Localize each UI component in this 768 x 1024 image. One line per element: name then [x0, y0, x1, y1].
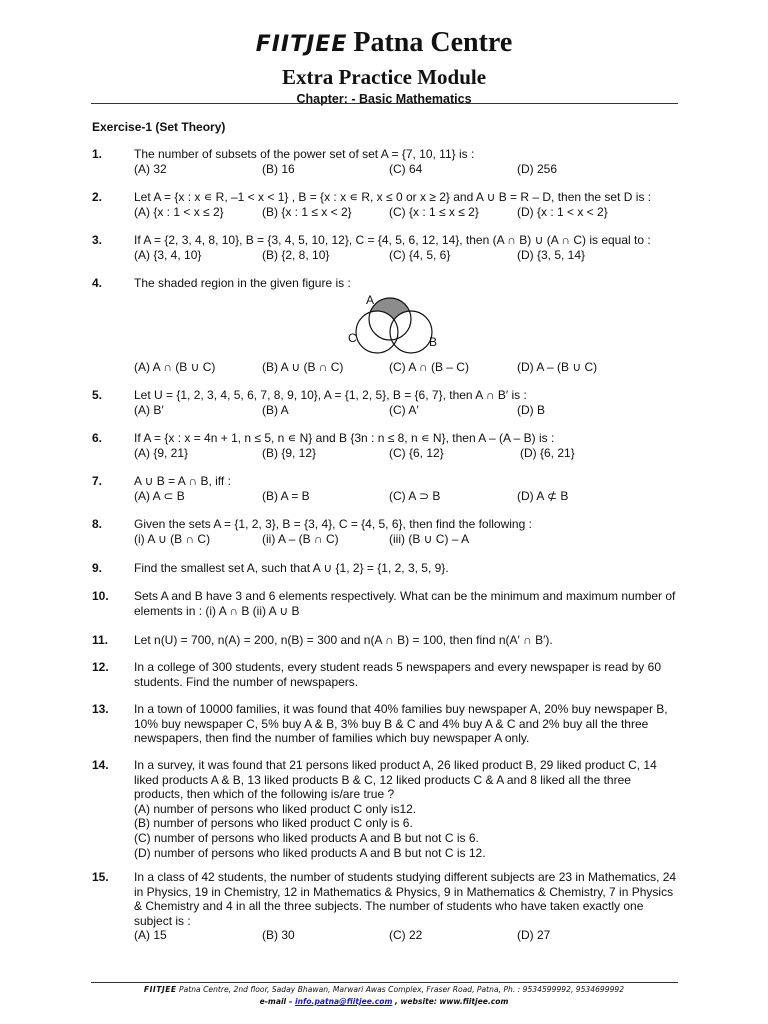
option-b: (B) {2, 8, 10} — [262, 247, 330, 262]
option-a: (A) A ⊂ B — [134, 488, 185, 503]
option-c: (C) {x : 1 ≤ x ≤ 2} — [389, 204, 479, 219]
page-header — [0, 26, 768, 107]
options-row — [134, 248, 680, 263]
question-text-line-1: In a survey, it was found that 21 persons liked product A, 26 liked product B, 29 liked product C, 14 — [134, 758, 657, 772]
option-c: (C) {4, 5, 6} — [389, 247, 451, 262]
question-8 — [92, 517, 680, 547]
question-text-line-1: In a class of 42 students, the number of students studying different subjects are 23 in Mathematics, 24 — [134, 870, 677, 884]
question-number: 8. — [92, 517, 103, 531]
question-number: 13. — [92, 702, 109, 716]
website-link[interactable]: www.fiitjee.com — [439, 997, 509, 1006]
question-text-line-1: Sets A and B have 3 and 6 elements respectively. What can be the minimum and maximum number of — [134, 589, 676, 603]
question-text-line-2: elements in : (i) A ∩ B (ii) A ∪ B — [134, 603, 300, 618]
statement-b: (B) number of persons who liked product C only is 6. — [134, 816, 413, 831]
option-c: (C) {6, 12} — [389, 445, 444, 460]
question-2 — [92, 190, 680, 220]
question-text: Find the smallest set A, such that A ∪ {1, 2} = {1, 2, 3, 5, 9}. — [134, 561, 449, 575]
options-row — [134, 162, 680, 177]
question-text-line-2: 10% buy newspaper C, 5% buy A & B, 3% buy B & C and 4% buy A & C and 2% buy all the three — [134, 716, 649, 731]
footer-logo: FIITJEE — [143, 985, 177, 994]
question-text: The number of subsets of the power set of set A = {7, 10, 11} is : — [134, 147, 475, 161]
option-a: (A) {3, 4, 10} — [134, 247, 202, 262]
question-number: 11. — [92, 633, 109, 647]
question-text-line-4: subject is : — [134, 913, 191, 928]
option-b: (B) {9, 12} — [262, 445, 317, 460]
question-number: 5. — [92, 388, 103, 402]
question-text: If A = {x : x = 4n + 1, n ≤ 5, n ∊ N} and B {3n : n ≤ 8, n ∊ N}, then A – (A – B) is : — [134, 431, 555, 445]
question-number: 2. — [92, 190, 103, 204]
question-number: 6. — [92, 431, 103, 445]
option-c: (C) A ⊃ B — [389, 488, 441, 503]
module-title: Extra Practice Module — [281, 65, 487, 89]
option-d: (D) {x : 1 < x < 2} — [517, 204, 608, 219]
question-text-line-1: In a college of 300 students, every student reads 5 newspapers and every newspaper is read by 60 — [134, 660, 661, 674]
question-number: 1. — [92, 147, 103, 161]
question-number: 12. — [92, 660, 109, 674]
part-i: (i) A ∪ (B ∩ C) — [134, 531, 211, 546]
question-4 — [92, 276, 680, 291]
header-title-line — [0, 26, 768, 62]
question-text: The shaded region in the given figure is : — [134, 276, 351, 290]
question-1 — [92, 147, 680, 177]
option-a: (A) B′ — [134, 402, 164, 417]
header-divider — [91, 103, 678, 104]
question-number: 15. — [92, 870, 109, 884]
venn-diagram — [340, 292, 440, 362]
options-row — [134, 403, 680, 418]
question-12 — [92, 660, 680, 689]
footer-address-line — [0, 985, 768, 994]
question-9 — [92, 561, 680, 576]
option-c: (C) A′ — [389, 402, 419, 417]
question-text: Given the sets A = {1, 2, 3}, B = {3, 4}, C = {4, 5, 6}, then find the following : — [134, 517, 532, 531]
question-number: 4. — [92, 276, 103, 290]
question-text: Let n(U) = 700, n(A) = 200, n(B) = 300 and n(A ∩ B) = 100, then find n(A′ ∩ B′). — [134, 633, 553, 647]
question-text: Let U = {1, 2, 3, 4, 5, 6, 7, 8, 9, 10}, A = {1, 2, 5}, B = {6, 7}, then A ∩ B′ is : — [134, 388, 527, 402]
question-text-line-2: in Physics, 19 in Chemistry, 12 in Mathematics & Physics, 9 in Mathematics & Chemistry, 7 in Physics — [134, 884, 674, 899]
options-row — [134, 532, 680, 547]
option-c: (C) 64 — [389, 161, 423, 176]
part-iii: (iii) (B ∪ C) – A — [389, 531, 470, 546]
website-label: , website: — [394, 997, 437, 1006]
option-b: (B) 30 — [262, 928, 295, 943]
option-a: (A) 15 — [134, 928, 167, 943]
option-a: (A) {9, 21} — [134, 445, 189, 460]
question-text-line-1: In a town of 10000 families, it was found that 40% families buy newspaper A, 20% buy newspaper B, — [134, 702, 668, 716]
option-c: (C) 22 — [389, 928, 423, 943]
option-d: (D) A – (B ∪ C) — [517, 360, 598, 374]
centre-name: Patna Centre — [353, 27, 513, 58]
footer-divider — [91, 982, 678, 983]
question-14 — [92, 758, 680, 860]
option-d: (D) {6, 21} — [520, 445, 575, 460]
option-a: (A) 32 — [134, 161, 167, 176]
question-text-line-3: newspapers, then find the number of families which buy newspaper A only. — [134, 731, 530, 746]
option-b: (B) 16 — [262, 161, 295, 176]
option-c: (C) A ∩ (B – C) — [389, 360, 469, 374]
question-text-line-3: products, then which of the following is/are true ? — [134, 787, 395, 802]
option-d: (D) {3, 5, 14} — [517, 247, 586, 262]
question-number: 10. — [92, 589, 109, 603]
option-b: (B) {x : 1 ≤ x < 2} — [262, 204, 352, 219]
option-b: (B) A — [262, 402, 289, 417]
question-13 — [92, 702, 680, 746]
question-text: If A = {2, 3, 4, 8, 10}, B = {3, 4, 5, 10, 12}, C = {4, 5, 6, 12, 14}, then (A ∩ B) ∪ (A ∩ C) is equal to : — [134, 233, 651, 247]
question-4-options — [92, 360, 680, 375]
options-row — [134, 489, 680, 504]
label-c: C — [348, 331, 357, 345]
option-b: (B) A = B — [262, 488, 310, 503]
options-row — [134, 360, 680, 375]
question-text-line-2: liked products A & B, 13 liked products B & C, 12 liked products C & A and 8 liked all the three — [134, 772, 631, 787]
question-text-line-2: students. Find the number of newspapers. — [134, 674, 359, 689]
chapter-title: Chapter: - Basic Mathematics — [296, 92, 472, 106]
question-number: 3. — [92, 233, 103, 247]
email-link[interactable]: info.patna@fiitjee.com — [295, 997, 393, 1006]
footer-address: Patna Centre, 2nd floor, Saday Bhawan, Marwari Awas Complex, Fraser Road, Patna, Ph. : 9534599992, 9534699992 — [179, 985, 625, 994]
question-number: 7. — [92, 474, 103, 488]
question-text: A ∪ B = A ∩ B, iff : — [134, 474, 231, 488]
question-number: 14. — [92, 758, 109, 772]
footer-contact-line — [0, 997, 768, 1006]
question-3 — [92, 233, 680, 263]
label-b: B — [429, 335, 438, 349]
question-15 — [92, 870, 680, 943]
part-ii: (ii) A – (B ∩ C) — [262, 531, 339, 546]
statement-a: (A) number of persons who liked product C only is12. — [134, 801, 417, 816]
options-row — [134, 446, 680, 461]
label-a: A — [366, 293, 375, 307]
question-text: Let A = {x : x ∊ R, –1 < x < 1} , B = {x : x ∊ R, x ≤ 0 or x ≥ 2} and A ∪ B = R – D, then the set D is : — [134, 190, 652, 204]
option-d: (D) B — [517, 402, 545, 417]
question-6 — [92, 431, 680, 461]
option-a: (A) {x : 1 < x ≤ 2} — [134, 204, 224, 219]
fiitjee-logo: FIITJEE — [255, 32, 348, 57]
option-d: (D) 27 — [517, 928, 551, 943]
option-d: (D) A ⊄ B — [517, 488, 569, 503]
question-10 — [92, 589, 680, 618]
option-d: (D) 256 — [517, 161, 558, 176]
option-a: (A) A ∩ (B ∪ C) — [134, 360, 216, 374]
question-11 — [92, 633, 680, 648]
statement-d: (D) number of persons who liked products A and B but not C is 12. — [134, 845, 486, 860]
question-7 — [92, 474, 680, 504]
option-b: (B) A ∪ (B ∩ C) — [262, 360, 344, 374]
question-text-line-3: & Chemistry and 4 in all the three subjects. The number of students who have taken exactly one — [134, 899, 644, 914]
exercise-heading: Exercise-1 (Set Theory) — [92, 120, 226, 134]
statement-c: (C) number of persons who liked products A and B but not C is 6. — [134, 830, 479, 845]
question-number: 9. — [92, 561, 103, 575]
options-row — [134, 928, 680, 943]
email-label: e-mail – — [259, 997, 293, 1006]
question-5 — [92, 388, 680, 418]
options-row — [134, 205, 680, 220]
